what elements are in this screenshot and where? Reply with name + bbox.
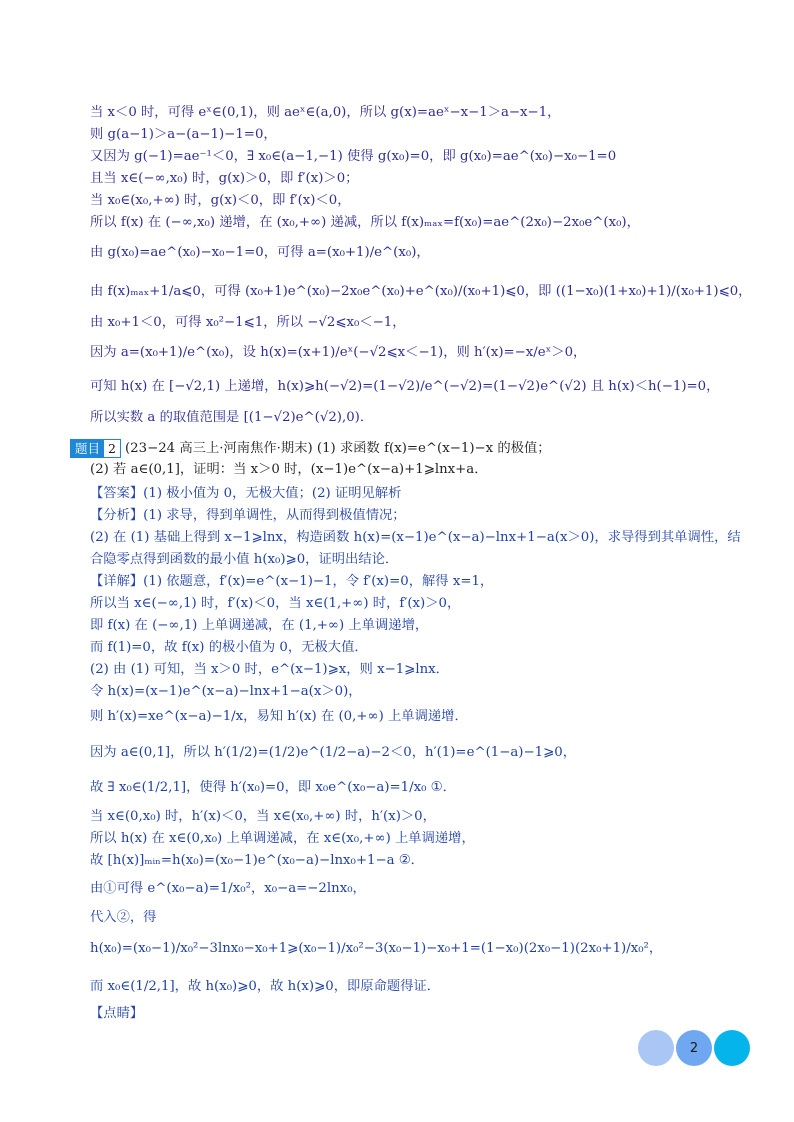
- solution-line: 又因为 g(−1)=ae⁻¹＜0，∃ x₀∈(a−1,−1) 使得 g(x₀)=0，即 g(x₀)=ae^(x₀)−x₀−1=0: [90, 149, 617, 164]
- solution-line: 由 g(x₀)=ae^(x₀)−x₀−1=0，可得 a=(x₀+1)/e^(x₀)，: [90, 245, 430, 260]
- answer-line: 当 x∈(0,x₀) 时，h′(x)＜0，当 x∈(x₀,+∞) 时，h′(x)＞0，: [90, 809, 436, 824]
- solution-line: 则 g(a−1)＞a−(a−1)−1=0，: [90, 127, 277, 142]
- answer-line: 因为 a∈(0,1]，所以 h′(1/2)=(1/2)e^(1/2−a)−2＜0，h′(1)=e^(1−a)−1⩾0，: [90, 745, 576, 760]
- answer-line: 则 h′(x)=xe^(x−a)−1/x，易知 h′(x) 在 (0,+∞) 上单调递增．: [90, 709, 468, 724]
- solution-line: 且当 x∈(−∞,x₀) 时，g(x)＞0，即 f′(x)＞0；: [90, 171, 359, 186]
- page-decor-circle-left: [638, 1030, 674, 1066]
- answer-line: (2) 由 (1) 可知，当 x＞0 时，e^(x−1)⩾x，则 x−1⩾lnx．: [90, 662, 449, 677]
- answer-line: 代入②，得: [90, 910, 157, 925]
- page-indicator: [638, 1030, 750, 1066]
- answer-line: 故 [h(x)]ₘᵢₙ=h(x₀)=(x₀−1)e^(x₀−a)−lnx₀+1−a ②．: [90, 853, 424, 868]
- answer-line: 而 f(1)=0，故 f(x) 的极小值为 0，无极大值．: [90, 640, 368, 655]
- problem-tag-label: 题目: [71, 440, 104, 457]
- solution-line: 所以 f(x) 在 (−∞,x₀) 递增，在 (x₀,+∞) 递减，所以 f(x)ₘₐₓ=f(x₀)=ae^(2x₀)−2x₀e^(x₀)，: [90, 215, 640, 230]
- answer-line: 即 f(x) 在 (−∞,1) 上单调递减，在 (1,+∞) 上单调递增，: [90, 618, 429, 633]
- solution-line: 由 f(x)ₘₐₓ+1/a⩽0，可得 (x₀+1)e^(x₀)−2x₀e^(x₀)+e^(x₀)/(x₀+1)⩽0，即 ((1−x₀)(1+x₀)+1)/(x₀+1)⩽0，: [90, 284, 752, 299]
- answer-line: 【分析】(1) 求导，得到单调性，从而得到极值情况；: [90, 508, 406, 523]
- solution-line: 因为 a=(x₀+1)/e^(x₀)，设 h(x)=(x+1)/eˣ(−√2⩽x＜−1)，则 h′(x)=−x/eˣ＞0，: [90, 345, 587, 360]
- problem-tag-number: 2: [104, 440, 120, 457]
- answer-line: 【详解】(1) 依题意，f′(x)=e^(x−1)−1，令 f′(x)=0，解得 x=1，: [90, 574, 494, 589]
- answer-line: 故 ∃ x₀∈(1/2,1]，使得 h′(x₀)=0，即 x₀e^(x₀−a)=1/x₀ ①．: [90, 780, 456, 795]
- page-number: 2: [676, 1030, 712, 1066]
- answer-line: 令 h(x)=(x−1)e^(x−a)−lnx+1−a(x＞0)，: [90, 684, 362, 699]
- solution-line: 所以实数 a 的取值范围是 [(1−√2)e^(√2),0)．: [90, 410, 374, 425]
- answer-line: 而 x₀∈(1/2,1]，故 h(x₀)⩾0，故 h(x)⩾0，即原命题得证．: [90, 979, 441, 994]
- answer-line: 【点睛】: [90, 1006, 144, 1021]
- problem-header: [70, 439, 551, 458]
- answer-line: h(x₀)=(x₀−1)/x₀²−3lnx₀−x₀+1⩾(x₀−1)/x₀²−3(x₀−1)−x₀+1=(1−x₀)(2x₀−1)(2x₀+1)/x₀²，: [90, 941, 663, 956]
- solution-line: 由 x₀+1＜0，可得 x₀²−1⩽1，所以 −√2⩽x₀＜−1，: [90, 315, 406, 330]
- solution-line: 当 x₀∈(x₀,+∞) 时，g(x)＜0，即 f′(x)＜0，: [90, 193, 351, 208]
- answer-line: 所以当 x∈(−∞,1) 时，f′(x)＜0，当 x∈(1,+∞) 时，f′(x)＞0，: [90, 596, 461, 611]
- answer-line: 由①可得 e^(x₀−a)=1/x₀²，x₀−a=−2lnx₀，: [90, 881, 366, 896]
- problem-statement: (23−24 高三上·河南焦作·期末) (1) 求函数 f(x)=e^(x−1)−x 的极值；: [124, 441, 551, 456]
- answer-line: (2) 在 (1) 基础上得到 x−1⩾lnx，构造函数 h(x)=(x−1)e^(x−a)−lnx+1−a(x＞0)，求导得到其单调性，结: [90, 530, 741, 545]
- answer-line: 【答案】(1) 极小值为 0，无极大值；(2) 证明见解析: [90, 486, 402, 501]
- problem-statement-part2: (2) 若 a∈(0,1]，证明：当 x＞0 时，(x−1)e^(x−a)+1⩾lnx+a．: [90, 462, 488, 477]
- solution-line: 可知 h(x) 在 [−√2,1) 上递增，h(x)⩾h(−√2)=(1−√2)/e^(−√2)=(1−√2)e^(√2) 且 h(x)＜h(−1)=0，: [90, 379, 720, 394]
- problem-tag: [70, 439, 121, 458]
- answer-line: 所以 h(x) 在 x∈(0,x₀) 上单调递减，在 x∈(x₀,+∞) 上单调递增，: [90, 831, 475, 846]
- solution-line: 当 x＜0 时，可得 eˣ∈(0,1)，则 aeˣ∈(a,0)，所以 g(x)=aeˣ−x−1＞a−x−1，: [90, 105, 561, 120]
- answer-line: 合隐零点得到函数的最小值 h(x₀)⩾0，证明出结论．: [90, 552, 399, 567]
- page-decor-circle-right: [714, 1030, 750, 1066]
